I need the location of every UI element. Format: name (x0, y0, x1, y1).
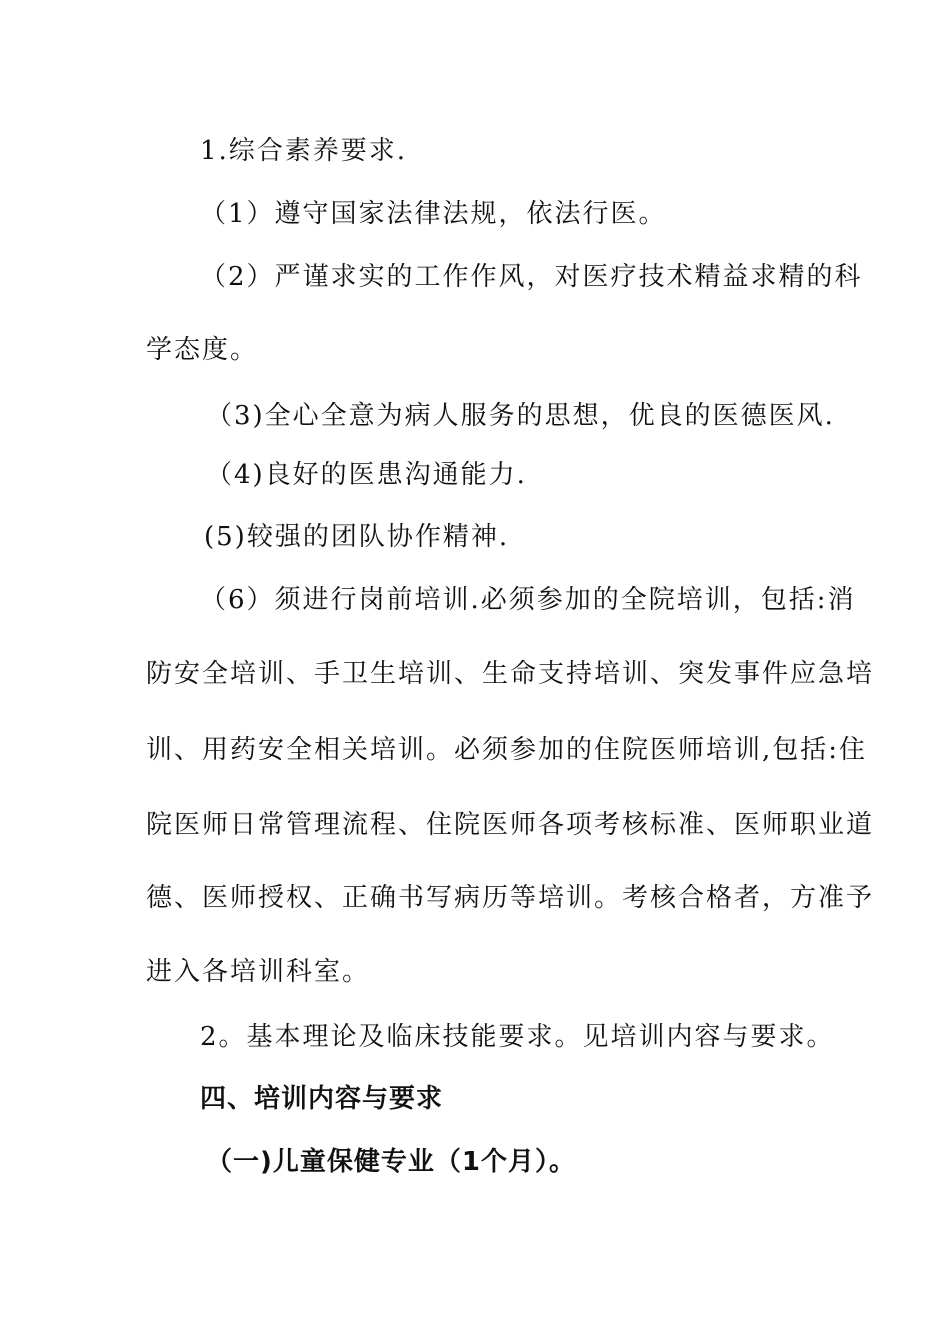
requirement-item-6-cont-4: 德、医师授权、正确书写病历等培训。考核合格者，方准予 (146, 883, 875, 913)
requirement-item-6-cont-2: 训、用药安全相关培训。必须参加的住院医师培训,包括:住 (146, 735, 868, 765)
requirement-item-3: （3)全心全意为病人服务的思想，优良的医德医风. (206, 401, 835, 431)
requirement-item-6-cont-3: 院医师日常管理流程、住院医师各项考核标准、医师职业道 (146, 810, 875, 840)
requirement-item-6: （6）须进行岗前培训.必须参加的全院培训，包括:消 (200, 585, 856, 615)
requirement-item-2: （2）严谨求实的工作作风，对医疗技术精益求精的科 (200, 262, 863, 292)
section-2-heading: 2。基本理论及临床技能要求。见培训内容与要求。 (200, 1022, 835, 1052)
section-1-heading: 1.综合素养要求. (200, 136, 408, 166)
requirement-item-5: (5)较强的团队协作精神. (204, 522, 510, 552)
chapter-4-heading: 四、培训内容与要求 (200, 1084, 444, 1114)
requirement-item-2-cont: 学态度。 (146, 335, 259, 365)
requirement-item-6-cont-5: 进入各培训科室。 (146, 957, 371, 987)
subsection-heading: （一)儿童保健专业（1个月）。 (206, 1147, 576, 1177)
requirement-item-4: （4)良好的医患沟通能力. (206, 460, 527, 490)
requirement-item-1: （1）遵守国家法律法规，依法行医。 (200, 199, 667, 229)
requirement-item-6-cont-1: 防安全培训、手卫生培训、生命支持培训、突发事件应急培 (146, 659, 875, 689)
